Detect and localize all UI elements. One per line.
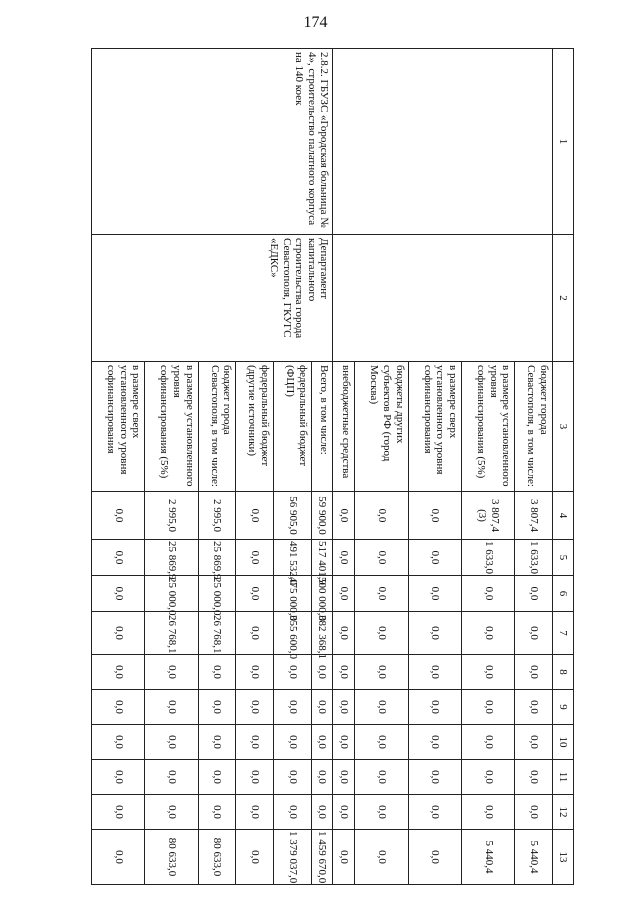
column-number: 9 (553, 690, 574, 725)
value-cell: 0,0 (462, 612, 515, 655)
page-number: 174 (303, 14, 328, 31)
value-cell: 0,0 (355, 576, 408, 612)
value-cell: 0,0 (145, 655, 198, 690)
column-number: 6 (553, 576, 574, 612)
value-cell: 0,0 (273, 760, 311, 795)
value-cell: 0,0 (311, 795, 333, 830)
value-cell: 0,0 (462, 690, 515, 725)
value-cell: 0,0 (515, 655, 553, 690)
value-cell: 0,0 (198, 690, 236, 725)
value-cell: 0,0 (236, 612, 274, 655)
value-cell: 0,0 (311, 760, 333, 795)
value-cell: 0,0 (515, 795, 553, 830)
value-cell: 0,0 (355, 725, 408, 760)
value-cell: 1 459 670,0 (311, 830, 333, 885)
value-cell: 0,0 (236, 690, 274, 725)
value-cell: 1 379 037,0 (273, 830, 311, 885)
column-number: 2 (553, 235, 574, 362)
value-cell: 0,0 (462, 725, 515, 760)
rotated-table-container (91, 48, 574, 884)
value-cell: 3 807,4 (3) (462, 492, 515, 540)
value-cell: 382 368,1 (311, 612, 333, 655)
value-cell: 0,0 (355, 760, 408, 795)
value-cell: 0,0 (355, 795, 408, 830)
value-cell: 26 768,1 (198, 612, 236, 655)
object-name-cell: 2.8.2. ГБУЗС «Городская больница № 4», строительство палатного корпуса на 140 коек (92, 49, 333, 235)
value-cell: 80 633,0 (198, 830, 236, 885)
value-cell: 0,0 (408, 830, 461, 885)
funding-source-label: бюджет города Севастополя, в том числе: (198, 362, 236, 492)
value-cell: 0,0 (515, 576, 553, 612)
value-cell: 1 633,0 (515, 540, 553, 576)
value-cell: 0,0 (198, 655, 236, 690)
column-number: 11 (553, 760, 574, 795)
value-cell: 25 869,9 (198, 540, 236, 576)
value-cell: 0,0 (355, 690, 408, 725)
value-cell: 0,0 (408, 612, 461, 655)
value-cell: 0,0 (236, 725, 274, 760)
value-cell: 0,0 (408, 795, 461, 830)
value-cell: 1 633,0 (462, 540, 515, 576)
value-cell: 0,0 (236, 540, 274, 576)
funding-source-label: в размере сверх установленного уровня софинансирования (408, 362, 461, 492)
value-cell: 0,0 (515, 690, 553, 725)
value-cell: 0,0 (273, 725, 311, 760)
value-cell: 0,0 (333, 576, 355, 612)
value-cell: 0,0 (145, 725, 198, 760)
value-cell: 0,0 (515, 725, 553, 760)
value-cell: 0,0 (92, 492, 145, 540)
value-cell: 3 807,4 (515, 492, 553, 540)
column-number: 13 (553, 830, 574, 885)
value-cell: 0,0 (311, 655, 333, 690)
table-row (515, 49, 553, 885)
value-cell: 25 000,0 (198, 576, 236, 612)
value-cell: 0,0 (333, 795, 355, 830)
value-cell: 0,0 (408, 576, 461, 612)
value-cell: 0,0 (515, 612, 553, 655)
value-cell: 0,0 (145, 795, 198, 830)
value-cell: 0,0 (333, 830, 355, 885)
value-cell: 0,0 (236, 795, 274, 830)
funding-source-label: внебюджетные средства (333, 362, 355, 492)
value-cell: 491 532,0 (273, 540, 311, 576)
column-number: 5 (553, 540, 574, 576)
value-cell: 26 768,1 (145, 612, 198, 655)
column-number: 10 (553, 725, 574, 760)
value-cell: 0,0 (333, 690, 355, 725)
value-cell: 500 000,0 (311, 576, 333, 612)
value-cell: 80 633,0 (145, 830, 198, 885)
column-number: 1 (553, 49, 574, 235)
value-cell: 0,0 (92, 576, 145, 612)
value-cell: 56 905,0 (273, 492, 311, 540)
value-cell: 0,0 (355, 540, 408, 576)
value-cell: 0,0 (236, 830, 274, 885)
value-cell: 0,0 (92, 830, 145, 885)
value-cell: 0,0 (273, 795, 311, 830)
responsible-cell-empty (333, 235, 553, 362)
value-cell: 0,0 (355, 830, 408, 885)
finance-table (91, 48, 574, 885)
value-cell: 0,0 (408, 760, 461, 795)
responsible-executor-cell: Департамент капитального строительства города Севастополя, ГКУГС «ЕДКС» (92, 235, 333, 362)
column-number: 3 (553, 362, 574, 492)
value-cell: 0,0 (408, 690, 461, 725)
value-cell: 0,0 (198, 760, 236, 795)
table-frame (91, 48, 574, 884)
value-cell: 0,0 (236, 760, 274, 795)
value-cell: 0,0 (408, 540, 461, 576)
value-cell: 0,0 (333, 612, 355, 655)
value-cell: 0,0 (515, 760, 553, 795)
value-cell: 0,0 (408, 655, 461, 690)
value-cell: 0,0 (92, 540, 145, 576)
value-cell: 5 440,4 (515, 830, 553, 885)
value-cell: 0,0 (408, 725, 461, 760)
funding-source-label: бюджеты других субъектов РФ (город Москва) (355, 362, 408, 492)
value-cell: 0,0 (92, 760, 145, 795)
value-cell: 0,0 (355, 612, 408, 655)
value-cell: 0,0 (333, 760, 355, 795)
value-cell: 25 000,0 (145, 576, 198, 612)
column-number: 8 (553, 655, 574, 690)
value-cell: 0,0 (198, 795, 236, 830)
value-cell: 0,0 (145, 690, 198, 725)
value-cell: 355 600,0 (273, 612, 311, 655)
value-cell: 0,0 (236, 576, 274, 612)
table-row (311, 49, 333, 885)
value-cell: 0,0 (462, 576, 515, 612)
value-cell: 59 900,0 (311, 492, 333, 540)
funding-source-label: бюджет города Севастополя, в том числе: (515, 362, 553, 492)
funding-source-label: в размере установленного уровня софинансирования (5%) (145, 362, 198, 492)
value-cell: 517 401,9 (311, 540, 333, 576)
value-cell: 0,0 (333, 540, 355, 576)
value-cell: 0,0 (236, 492, 274, 540)
value-cell: 0,0 (145, 760, 198, 795)
value-cell: 475 000,0 (273, 576, 311, 612)
value-cell: 2 995,0 (198, 492, 236, 540)
funding-source-label: Всего, в том числе: (311, 362, 333, 492)
value-cell: 0,0 (333, 725, 355, 760)
value-cell: 0,0 (198, 725, 236, 760)
value-cell: 25 869,9 (145, 540, 198, 576)
value-cell: 0,0 (462, 795, 515, 830)
object-cell-empty (333, 49, 553, 235)
value-cell: 0,0 (355, 655, 408, 690)
column-number: 7 (553, 612, 574, 655)
funding-source-label: в размере установленного уровня софинансирования (5%) (462, 362, 515, 492)
value-cell: 0,0 (311, 690, 333, 725)
value-cell: 0,0 (408, 492, 461, 540)
value-cell: 0,0 (355, 492, 408, 540)
value-cell: 5 440,4 (462, 830, 515, 885)
value-cell: 0,0 (462, 655, 515, 690)
value-cell: 0,0 (92, 795, 145, 830)
value-cell: 0,0 (236, 655, 274, 690)
value-cell: 0,0 (92, 725, 145, 760)
value-cell: 0,0 (333, 492, 355, 540)
funding-source-label: в размере сверх установленного уровня софинансирования (92, 362, 145, 492)
value-cell: 0,0 (92, 655, 145, 690)
column-number: 4 (553, 492, 574, 540)
value-cell: 0,0 (333, 655, 355, 690)
column-number: 12 (553, 795, 574, 830)
value-cell: 0,0 (92, 690, 145, 725)
value-cell: 0,0 (273, 690, 311, 725)
column-number-row (553, 49, 574, 885)
value-cell: 0,0 (462, 760, 515, 795)
funding-source-label: федеральный бюджет (ФЦП) (273, 362, 311, 492)
value-cell: 0,0 (92, 612, 145, 655)
funding-source-label: федеральный бюджет (другие источники) (236, 362, 274, 492)
value-cell: 0,0 (273, 655, 311, 690)
value-cell: 0,0 (311, 725, 333, 760)
value-cell: 2 995,0 (145, 492, 198, 540)
